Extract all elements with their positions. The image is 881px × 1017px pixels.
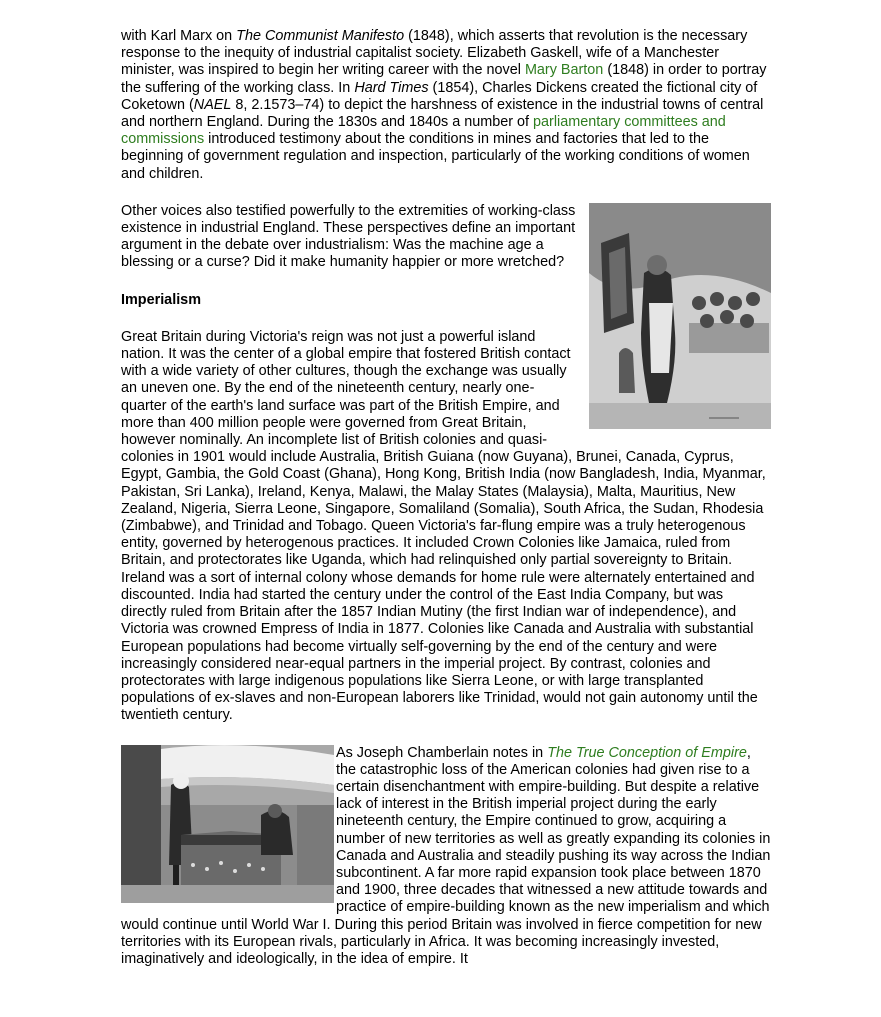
engraving-image (589, 203, 771, 429)
text-run: 8, 2.1573–74) to depict the harshness of existence in the industrial towns of central and northern England. During the 1830s and 1840s a number of (121, 96, 764, 131)
citation-nael: NAEL (193, 96, 232, 113)
link-mary-barton[interactable]: Mary Barton (524, 62, 604, 79)
text-run: introduced testimony about the conditions in mines and factories that led to the beginning of government regulation and inspection, particularly of the working conditions of women and children. (121, 131, 750, 182)
text-run: (1854), Charles Dickens created the fictional city of Coketown ( (121, 79, 758, 113)
oliver-twist-illustration[interactable] (589, 203, 771, 429)
section-heading-imperialism: Imperialism (121, 291, 201, 308)
indian-servant-photograph[interactable] (121, 745, 334, 903)
title-communist-manifesto: The Communist Manifesto (236, 28, 405, 44)
link-parliamentary-committees[interactable]: parliamentary committees and commissions (121, 114, 726, 148)
text-run: , the catastrophic loss of the American colonies had given rise to a certain disenchantment with empire-building. But despite a relative lack of interest in the British imperial project during the early nineteenth century, the Empire continued to grow, acquiring a number of new territories as well as greatly expanding its colonies in Canada and Australia and steadily pushing its way across the Indian subcontinent. A far more rapid expansion took place between 1870 and 1900, three decades that witnessed a new attitude towards and practice of empire-building known as the new imperialism and which would continue until World War I. During this period Britain was involved in fierce competition for new territories with its European rivals, particularly in Africa. It was becoming increasingly invested, imaginatively and ideologically, in the idea of empire. It (121, 744, 771, 967)
article-body (121, 28, 771, 988)
text-run: (1848) in order to portray the suffering of the working class. In (121, 62, 767, 96)
photograph-image (121, 745, 334, 903)
title-hard-times: Hard Times (354, 79, 429, 96)
text-run: As Joseph Chamberlain notes in (336, 744, 548, 761)
paragraph-other-voices: Other voices also testified powerfully to the extremities of working-class existence in industrial England. These perspectives define an important argument in the debate over industrialism: Was the machine age a blessing or a curse? Did it make humanity happier or more wretched? (121, 202, 576, 271)
text-run: (1848), which asserts that revolution is the necessary response to the inequity of industrial capitalist society. Elizabeth Gaskell, wife of a Manchester minister, was inspired to begin her writing career with the novel (121, 28, 748, 79)
link-true-conception-of-empire[interactable]: The True Conception of Empire (547, 744, 747, 761)
paragraph-marx-gaskell-dickens (121, 28, 771, 183)
paragraph-great-britain-empire: Great Britain during Victoria's reign was not just a powerful island nation. It was the center of a global empire that fostered British contact with a wide variety of other cultures, though the exchange was usually an uneven one. By the end of the nineteenth century, nearly one-quarter of the earth's land surface was part of the British Empire, and more than 400 million people were governed from Great Britain, however nominally. An incomplete list of British colonies and quasi-colonies in 1901 would include Australia, British Guiana (now Guyana), Brunei, Canada, Cyprus, Egypt, Gambia, the Gold Coast (Ghana), Hong Kong, British India (now Bangladesh, India, Myanmar, Pakistan, Sri Lanka), Ireland, Kenya, Malawi, the Malay States (Malaysia), Malta, Mauritius, New Zealand, Nigeria, Sierra Leone, Singapore, Somaliland (Somalia), South Africa, the Sudan, Rhodesia (Zimbabwe), and Trinidad and Tobago. Queen Victoria's far-flung empire was a truly heterogenous entity, governed by heterogenous practices. It included Crown Colonies like Jamaica, ruled from Britain, and protectorates like Uganda, which had relinquished only partial sovereignty to Britain. Ireland was a sort of internal colony whose demands for home rule were alternately entertained and discounted. India had started the century under the control of the East India Company, but was directly ruled from Britain after the 1857 Indian Mutiny (the first Indian war of independence), and Victoria was crowned Empress of India in 1877. Colonies like Canada and Australia with substantial European populations had become virtually self-governing by the end of the century and were increasingly considered near-equal partners in the imperial project. By contrast, colonies and protectorates with large indigenous populations like Sierra Leone, or with large transplanted populations of ex-slaves and non-European laborers like Trinidad, would not gain autonomy until the twentieth century. (121, 328, 766, 724)
text-run: with Karl Marx on (121, 28, 237, 44)
